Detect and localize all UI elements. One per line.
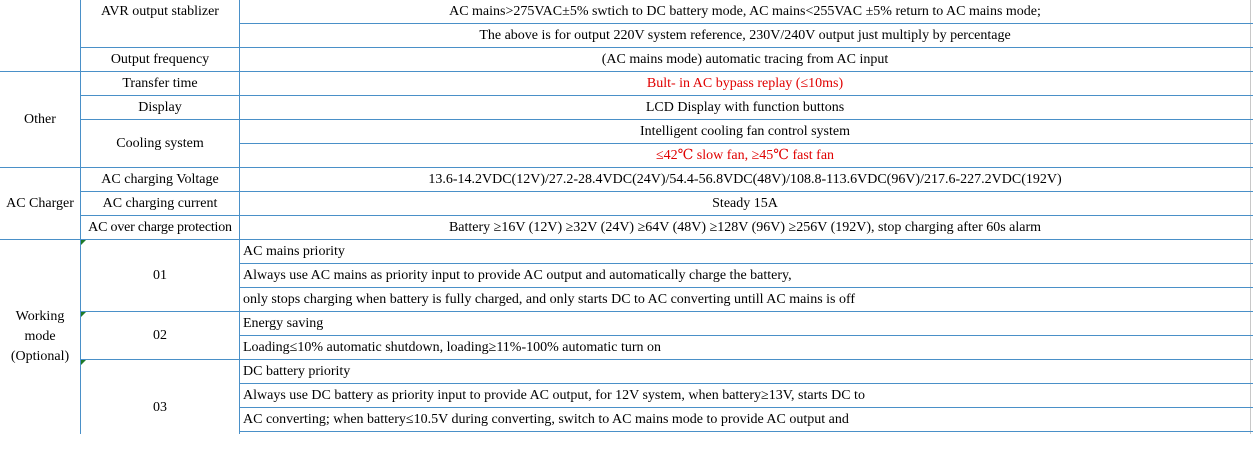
label-cooling-system: Cooling system <box>116 136 204 151</box>
value-avr-line-2: The above is for output 220V system reference, 230V/240V output just multiply by percentage <box>479 28 1011 43</box>
mode-03-title: DC battery priority <box>243 364 351 379</box>
label-ac-charging-voltage: AC charging Voltage <box>101 172 219 187</box>
value-avr-line-1: AC mains>275VAC±5% swtich to DC battery mode, AC mains<255VAC ±5% return to AC mains mode; <box>449 4 1041 19</box>
mode-01-title: AC mains priority <box>243 244 345 259</box>
label-ac-charging-current: AC charging current <box>102 196 218 211</box>
value-cooling-line-2: ≤42℃ slow fan, ≥45℃ fast fan <box>655 148 835 163</box>
value-transfer-time: Bult- in AC bypass replay (≤10ms) <box>646 76 844 91</box>
mode-01-line-2: only stops charging when battery is fully charged, and only starts DC to AC converting untill AC mains is off <box>243 292 856 307</box>
label-ac-over-charge-protection: AC over charge protection <box>88 220 232 235</box>
label-output-frequency: Output frequency <box>110 52 210 67</box>
value-ac-over-charge-protection: Battery ≥16V (12V) ≥32V (24V) ≥64V (48V) ≥128V (96V) ≥256V (192V), stop charging after 60s alarm <box>448 220 1042 235</box>
mode-01-line-1: Always use AC mains as priority input to provide AC output and automatically charge the battery, <box>243 268 792 283</box>
label-display: Display <box>138 100 182 115</box>
mode-03-number: 03 <box>153 400 167 415</box>
mode-01-number: 01 <box>153 268 167 283</box>
value-cooling-line-1: Intelligent cooling fan control system <box>640 124 850 139</box>
value-output-frequency: (AC mains mode) automatic tracing from AC input <box>601 52 889 67</box>
mode-02-title: Energy saving <box>243 316 324 331</box>
group-other: Other <box>24 111 56 127</box>
label-avr-output-stabilizer: AVR output stablizer <box>101 4 219 19</box>
value-ac-charging-voltage: 13.6-14.2VDC(12V)/27.2-28.4VDC(24V)/54.4-56.8VDC(48V)/108.8-113.6VDC(96V)/217.6-227.2VDC(192V) <box>428 172 1062 187</box>
value-display: LCD Display with function buttons <box>645 100 845 115</box>
group-ac-charger: AC Charger <box>6 195 74 211</box>
mode-03-line-2: AC converting; when battery≤10.5V during converting, switch to AC mains mode to provide AC output and <box>243 412 849 427</box>
mode-03-line-1: Always use DC battery as priority input to provide AC output, for 12V system, when battery≥13V, starts DC to <box>243 388 865 403</box>
value-ac-charging-current: Steady 15A <box>712 196 778 211</box>
mode-02-number: 02 <box>153 328 167 343</box>
label-transfer-time: Transfer time <box>122 76 198 91</box>
mode-02-line-1: Loading≤10% automatic shutdown, loading≥11%-100% automatic turn on <box>243 340 662 355</box>
group-working-mode: Working mode (Optional) <box>10 309 70 364</box>
